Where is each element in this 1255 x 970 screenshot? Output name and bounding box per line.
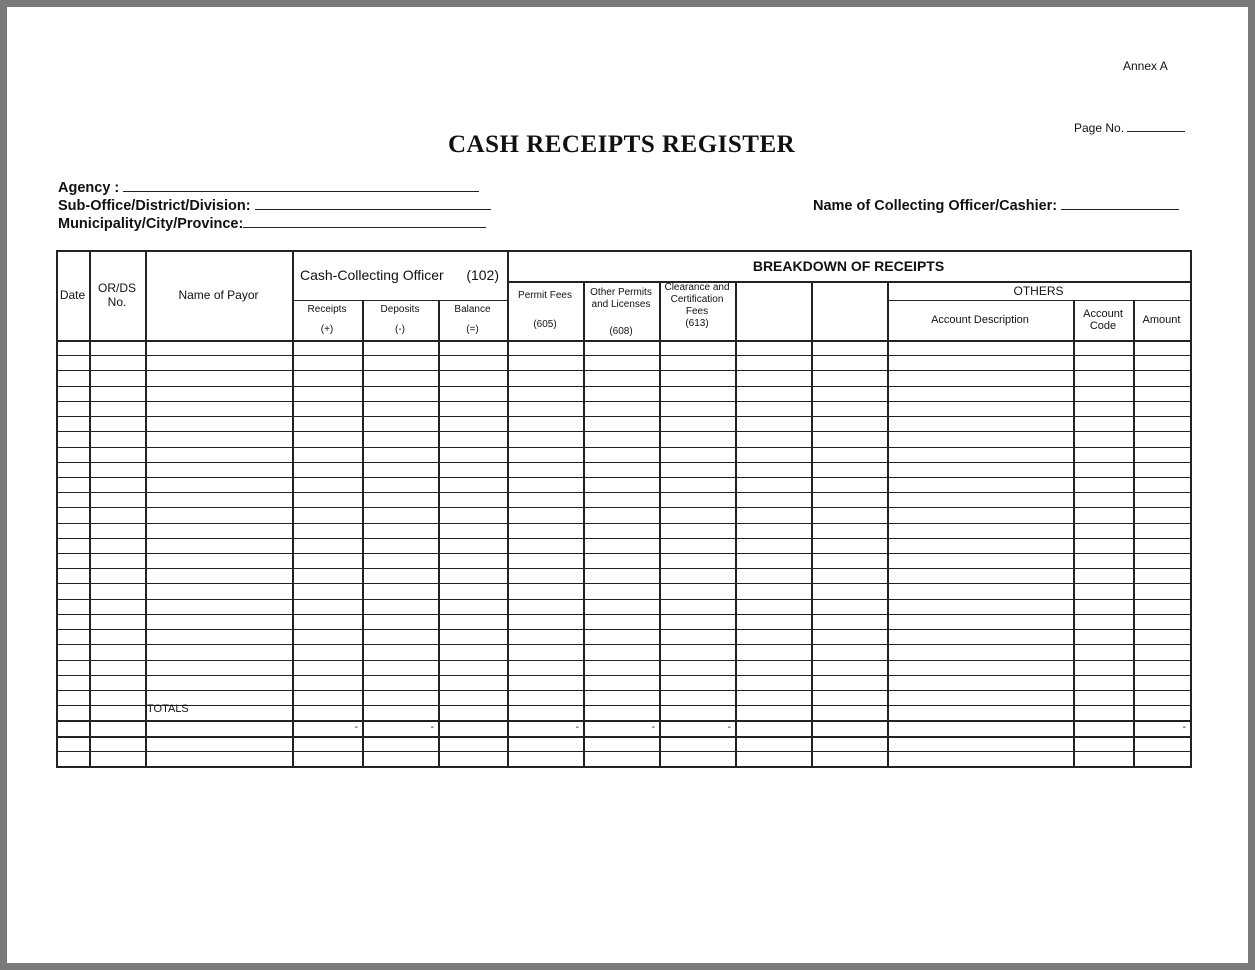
cash-officer-code: (102)	[466, 267, 499, 283]
row-line	[56, 553, 1190, 554]
municipality-field[interactable]	[58, 214, 486, 232]
column-line	[1190, 250, 1192, 768]
header-balance	[438, 300, 507, 340]
clearance-line2: Certification	[670, 294, 724, 305]
other-permits-line1: Other Permits	[590, 287, 652, 298]
sub-office-label: Sub-Office/District/Division:	[58, 198, 251, 214]
header-deposits	[362, 300, 438, 340]
row-line	[56, 355, 1190, 356]
row-line	[56, 751, 1190, 752]
table-border	[56, 766, 1192, 768]
agency-label: Agency :	[58, 180, 120, 196]
clearance-line3: Fees	[685, 306, 709, 317]
row-line	[56, 568, 1190, 569]
header-cash-collecting-officer	[292, 250, 507, 300]
agency-field[interactable]	[58, 178, 479, 196]
header-amount: Amount	[1142, 314, 1181, 326]
clearance-code: (613)	[685, 318, 709, 329]
totals-cell: -	[430, 722, 434, 733]
deposits-label: Deposits	[380, 304, 420, 315]
row-line	[56, 462, 1190, 463]
document-page	[7, 7, 1248, 963]
clearance-line1: Clearance and	[664, 282, 730, 293]
totals-cell: -	[727, 722, 731, 733]
row-line	[56, 507, 1190, 508]
totals-cell: -	[575, 722, 579, 733]
page-number-field[interactable]	[1074, 118, 1185, 135]
balance-label: Balance	[454, 304, 491, 315]
header-divider	[56, 340, 1192, 342]
totals-label: TOTALS	[147, 703, 189, 715]
row-line	[56, 416, 1190, 417]
balance-sign: (=)	[466, 324, 479, 335]
municipality-label: Municipality/City/Province:	[58, 216, 244, 232]
row-line	[56, 736, 1190, 738]
page-title: CASH RECEIPTS REGISTER	[448, 131, 796, 158]
collecting-officer-field[interactable]	[813, 196, 1179, 214]
row-line	[56, 644, 1190, 645]
row-line	[56, 675, 1190, 676]
collecting-officer-label: Name of Collecting Officer/Cashier:	[813, 198, 1058, 214]
sub-office-field[interactable]	[58, 196, 491, 214]
header-account-code	[1073, 300, 1133, 340]
row-line	[56, 370, 1190, 371]
header-clearance-fees	[659, 281, 735, 340]
header-name-of-payor: Name of Payor	[178, 288, 259, 302]
row-line	[56, 492, 1190, 493]
row-line	[56, 386, 1190, 387]
header-receipts	[292, 300, 362, 340]
annex-label: Annex A	[1123, 59, 1168, 73]
row-line	[56, 629, 1190, 630]
row-line	[56, 660, 1190, 661]
totals-cell: -	[651, 722, 655, 733]
account-code-line2: Code	[1089, 320, 1117, 332]
deposits-sign: (-)	[395, 324, 405, 335]
page-number-label: Page No.	[1074, 121, 1125, 135]
header-breakdown-of-receipts: BREAKDOWN OF RECEIPTS	[752, 257, 945, 274]
totals-cell: -	[1182, 722, 1186, 733]
row-line	[56, 477, 1190, 478]
other-permits-line2: and Licenses	[591, 299, 651, 310]
header-or-ds-line2: No.	[107, 295, 127, 309]
header-date: Date	[59, 288, 86, 302]
other-permits-code: (608)	[609, 326, 633, 337]
row-line	[56, 705, 1190, 706]
permit-fees-label: Permit Fees	[518, 289, 572, 301]
row-line	[56, 599, 1190, 600]
cash-officer-label: Cash-Collecting Officer	[300, 267, 444, 283]
header-account-description: Account Description	[931, 314, 1029, 326]
header-permit-fees	[507, 281, 583, 340]
row-line	[56, 401, 1190, 402]
header-others: OTHERS	[1013, 283, 1064, 298]
header-or-ds-no	[89, 250, 145, 340]
row-line	[56, 523, 1190, 524]
receipts-sign: (+)	[320, 324, 334, 335]
permit-fees-code: (605)	[533, 319, 557, 331]
header-or-ds-line1: OR/DS	[97, 281, 136, 295]
row-line	[56, 431, 1190, 432]
row-line	[56, 447, 1190, 448]
row-line	[56, 583, 1190, 584]
row-line	[56, 614, 1190, 615]
receipts-label: Receipts	[307, 304, 347, 315]
totals-cell: -	[354, 722, 358, 733]
row-line	[56, 690, 1190, 691]
row-line	[56, 538, 1190, 539]
header-other-permits	[583, 281, 659, 340]
account-code-line1: Account	[1083, 308, 1123, 320]
